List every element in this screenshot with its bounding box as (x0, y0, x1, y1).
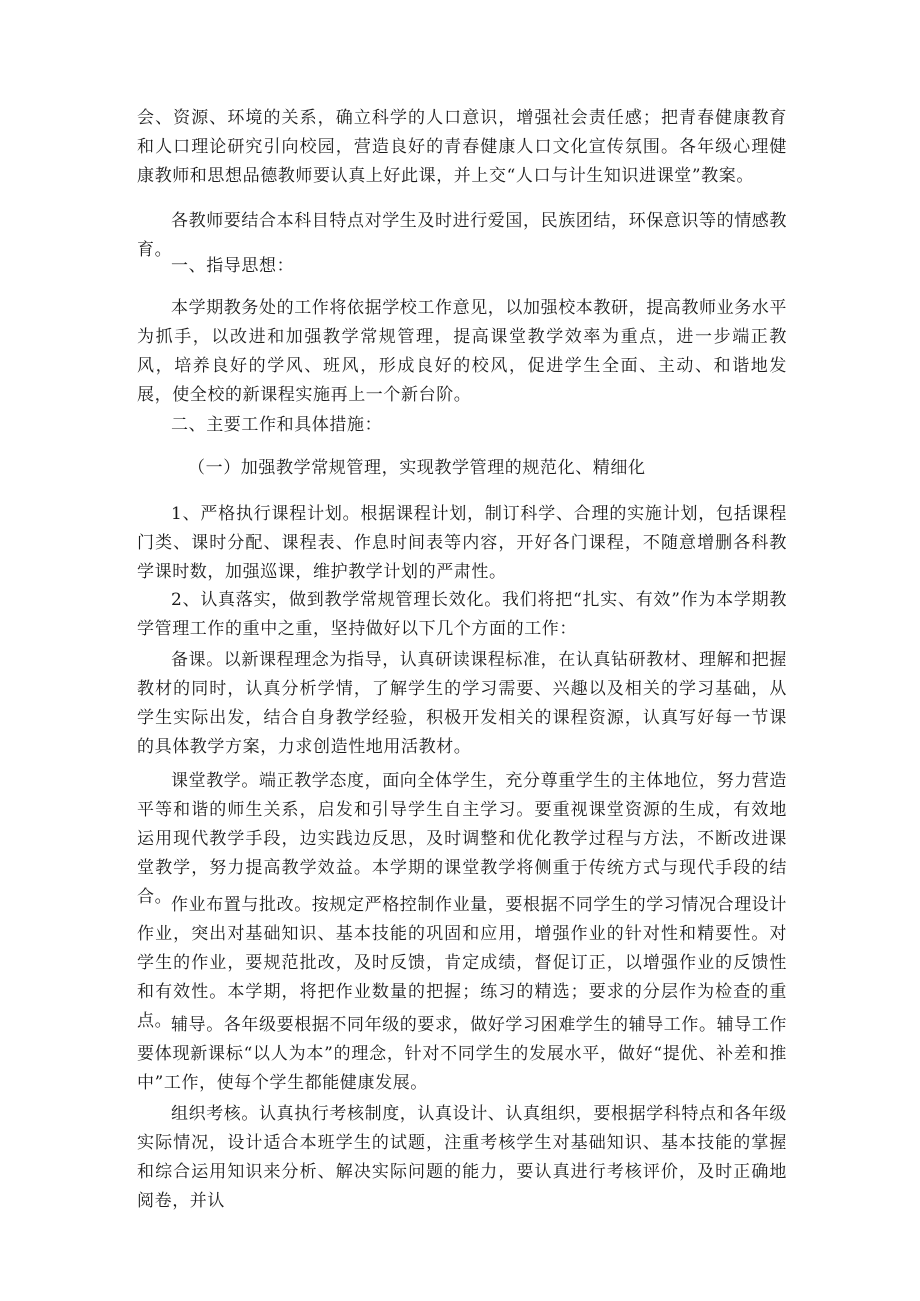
paragraph-homework: 作业布置与批改。按规定严格控制作业量，要根据不同学生的学习情况合理设计作业，突出对基础知识、基本技能的巩固和应用，增强作业的针对性和精要性。对学生的作业，要规范批改，及时反馈，肯定成绩，督促订正，以增强作业的反馈性和有效性。本学期，将把作业数量的把握；练习的精选；要求的分层作为检查的重点。 (137, 895, 787, 1031)
paragraph-tutoring: 辅导。各年级要根据不同年级的要求，做好学习困难学生的辅导工作。辅导工作要体现新课标“以人为本”的理念，针对不同学生的发展水平，做好“提优、补差和推中”工作，使每个学生都能健康发展。 (137, 1015, 787, 1093)
paragraph-classroom-teaching: 课堂教学。端正教学态度，面向全体学生，充分尊重学生的主体地位，努力营造平等和谐的师生关系，启发和引导学生自主学习。要重视课堂资源的生成，有效地运用现代教学手段，边实践边反思，及时调整和优化教学过程与方法，不断改进课堂教学，努力提高教学效益。本学期的课堂教学将侧重于传统方式与现代手段的结合。 (137, 771, 787, 907)
paragraph-item-2: 2、认真落实，做到教学常规管理长效化。我们将把“扎实、有效”作为本学期教学管理工作的重中之重，坚持做好以下几个方面的工作： (137, 590, 787, 639)
paragraph-guiding-ideology: 本学期教务处的工作将依据学校工作意见，以加强校本教研，提高教师业务水平为抓手，以改进和加强教学常规管理，提高课堂教学效率为重点，进一步端正教风，培养良好的学风、班风，形成良好的校风，促进学生全面、主动、和谐地发展，使全校的新课程实施再上一个新台阶。 (137, 298, 787, 405)
paragraph-emotional-education: 各教师要结合本科目特点对学生及时进行爱国，民族团结，环保意识等的情感教育。 (137, 211, 787, 260)
paragraph-continuation: 会、资源、环境的关系，确立科学的人口意识，增强社会责任感；把青春健康教育和人口理论研究引向校园，营造良好的青春健康人口文化宣传氛围。各年级心理健康教师和思想品德教师要认真上好此课，并上交“人口与计生知识进课堂”教案。 (137, 108, 787, 186)
section-heading-guiding-ideology: 一、指导思想： (171, 256, 295, 276)
section-heading-main-work: 二、主要工作和具体措施： (171, 415, 383, 435)
paragraph-assessment: 组织考核。认真执行考核制度，认真设计、认真组织，要根据学科特点和各年级实际情况，设计适合本班学生的试题，注重考核学生对基础知识、基本技能的掌握和综合运用知识来分析、解决实际问题的能力，要认真进行考核评价，及时正确地阅卷，并认 (137, 1104, 787, 1211)
paragraph-item-1: 1、严格执行课程计划。根据课程计划，制订科学、合理的实施计划，包括课程门类、课时分配、课程表、作息时间表等内容，开好各门课程，不随意增删各科教学课时数，加强巡课，维护教学计划的严肃性。 (137, 504, 787, 582)
subsection-heading-routine-management: （一）加强教学常规管理，实现教学管理的规范化、精细化 (188, 458, 646, 478)
paragraph-lesson-preparation: 备课。以新课程理念为指导，认真研读课程标准，在认真钻研教材、理解和把握教材的同时，认真分析学情，了解学生的学习需要、兴趣以及相关的学习基础，从学生实际出发，结合自身教学经验，积极开发相关的课程资源，认真写好每一节课的具体教学方案，力求创造性地用活教材。 (137, 650, 787, 757)
